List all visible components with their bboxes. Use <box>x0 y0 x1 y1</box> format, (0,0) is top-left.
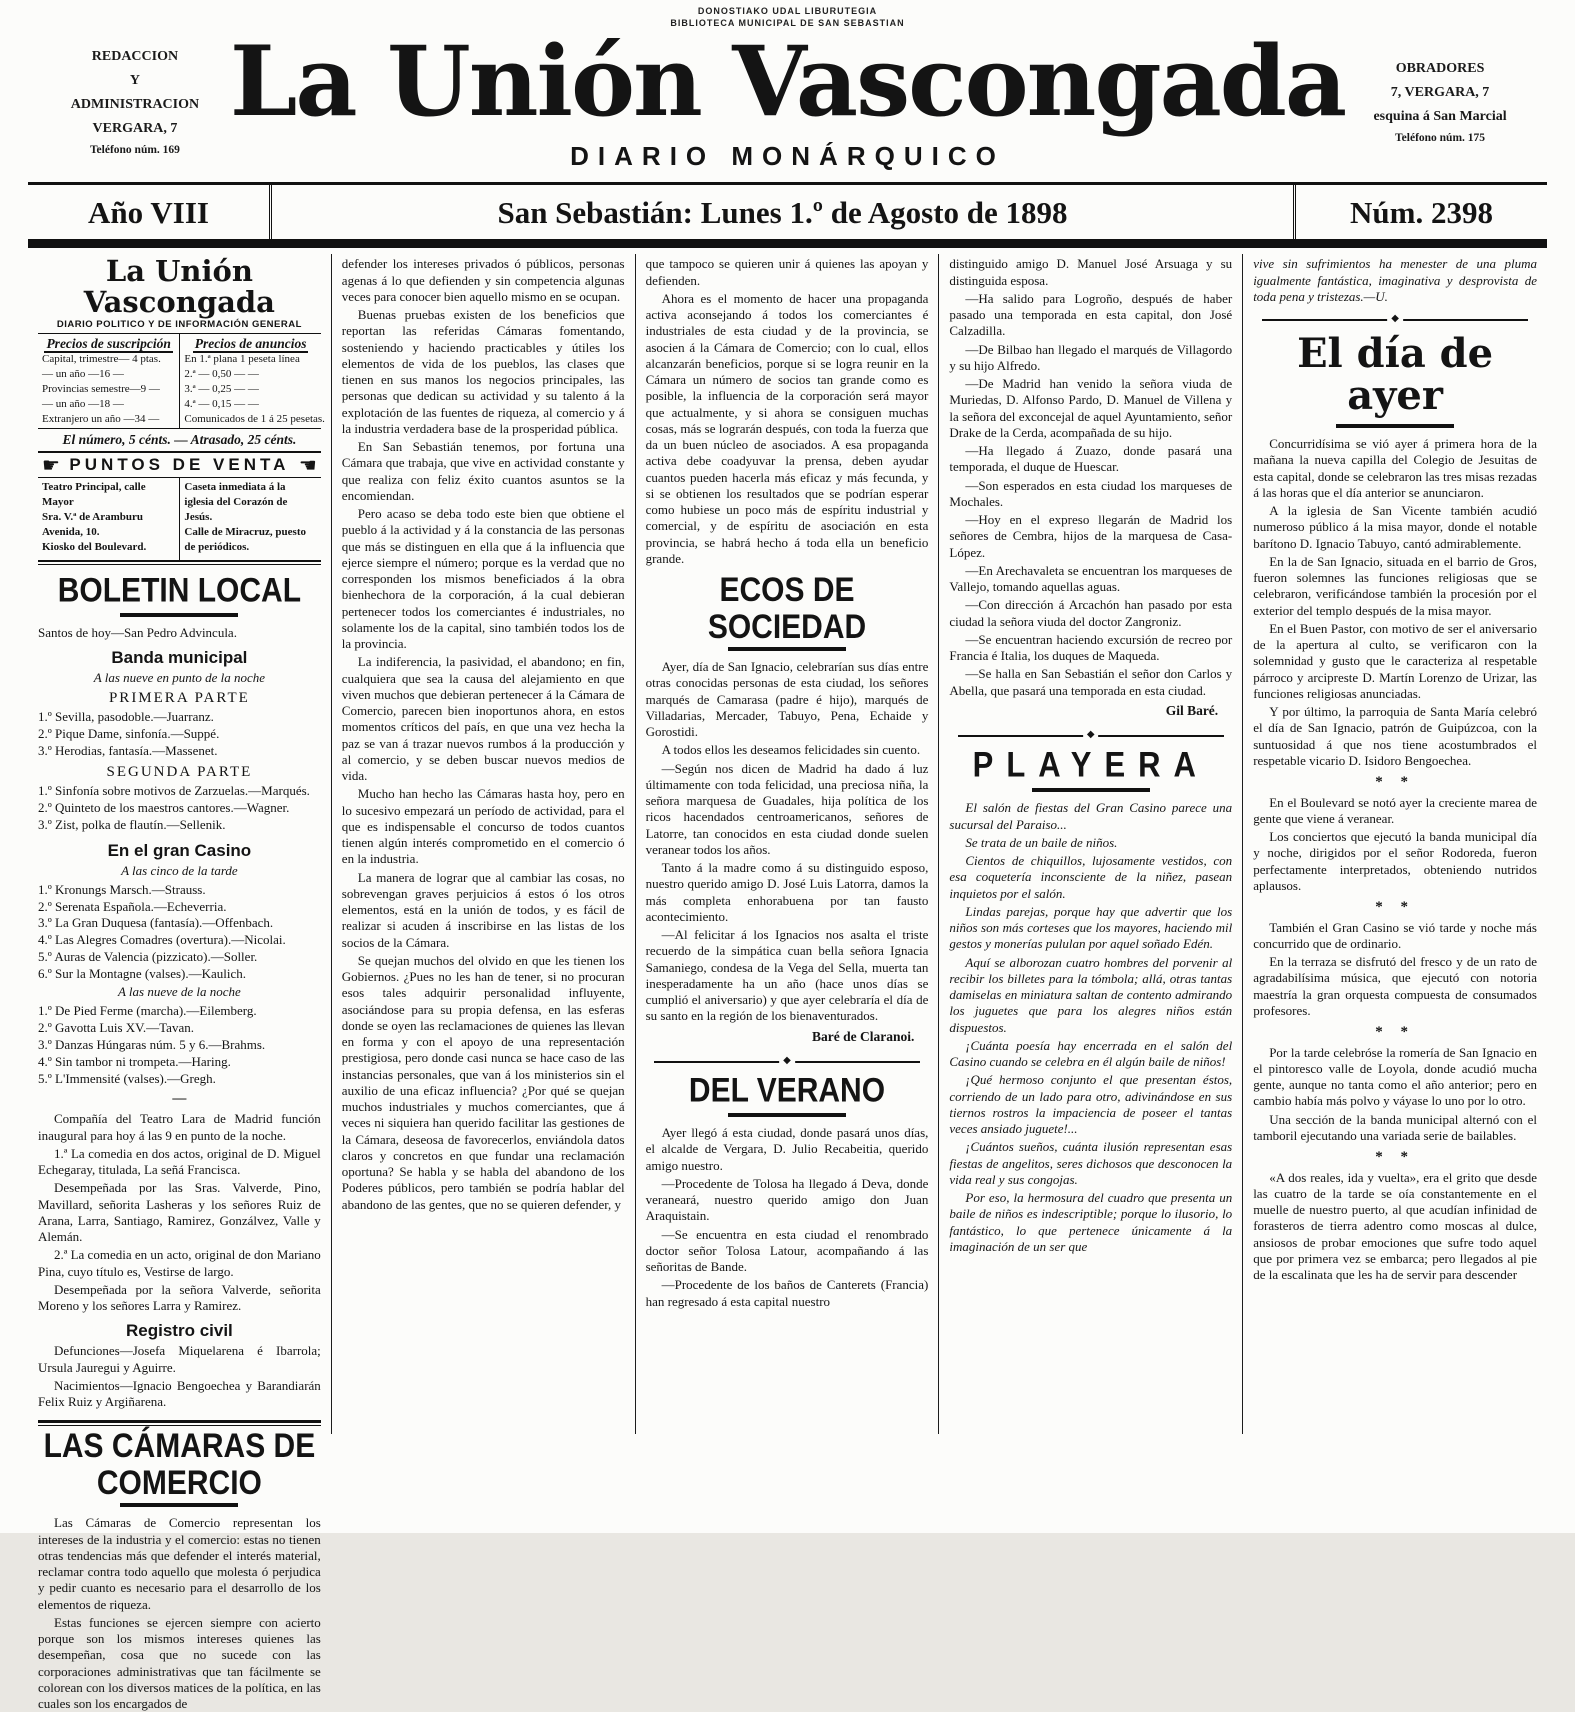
dateline <box>28 182 1547 248</box>
redaccion-address: VERGARA, 7 <box>92 120 178 136</box>
column-3 <box>636 254 940 1434</box>
paragraph: —Hoy en el expreso llegarán de Madrid los señores de Cembra, hijos de la marquesa de Casa-López. <box>949 512 1233 560</box>
section-headline-text: El día de ayer <box>1297 330 1494 420</box>
paragraph: 2.ª La comedia en un acto, original de don Mariano Pina, cuyo título es, Vestirse de largo. <box>38 1247 321 1279</box>
section-headline-text: DEL VERANO <box>688 1071 886 1109</box>
paragraph: Pero acaso se deba todo este bien que obtiene el pueblo á la actividad y á la constancia de las personas que más se distinguen en ella que á la influencia que ejerce siempre el número; porque es la verdad que no corresponden los mismos beneficiados á la obra bienhechora de la corporación, á la cual debieran pertenecer todos los comerciantes é industriales, no solamente los de la capital, sino también todos los de la provincia. <box>341 506 625 652</box>
masthead-right-block <box>1345 57 1535 148</box>
newspaper-subtitle: DIARIO MONÁRQUICO <box>570 141 1005 172</box>
infobox-price-columns <box>38 333 325 428</box>
sale-point-line: Caseta inmediata á la iglesia del Corazón de Jesús. <box>184 481 288 524</box>
paragraph: Concurridísima se vió ayer á primera hora de la mañana la nueva capilla del Colegio de Jesuitas de esta capital, donde se celebraron las tres misas rezadas á las horas que el día anterior se anunciaron. <box>1253 436 1537 500</box>
program-item: 2.º Quinteto de los maestros cantores.—Wagner. <box>38 799 290 815</box>
subscription-price-line: — un año —16 — <box>42 368 124 380</box>
program-item: 3.º Zist, polka de flautín.—Sellenik. <box>38 816 226 832</box>
program-item: 3.º Herodias, fantasía.—Massenet. <box>38 743 218 759</box>
redaccion-line: ADMINISTRACION <box>70 97 200 113</box>
paragraph: —Con dirección á Arcachón han pasado por esta ciudad la señora viuda del doctor Zangroniz. <box>949 597 1233 629</box>
paragraph: que tampoco se quieren unir á quienes las apoyan y defienden. <box>645 256 929 288</box>
paragraph: Se quejan muchos del olvido en que les tienen los Gobiernos. ¿Pues no les han de tener, si no procuran esos tales adquirir personalidad influyente, asociándose para su propia defensa, en las esferas donde se oyen las reclamaciones de quienes las llevan en forma y con el apoyo de una representación prestigiosa, pero donde casi nunca se hace caso de las instancias personales, que van á los ministerios sin el auxilio de una eficaz influencia? ¿Por qué se quejan muchos industriales y muchos comerciantes, que á veces ni siquiera han querido facilitar las gestiones de la Cámara, deseosa de favorecerlos, enviándola datos claros y concretos en que fundar una reclamación oportuna? Se habla y se habla del abandono de los Poderes públicos, pero también se podría hablar del abandono de las gentes, que no se quieren defender, y <box>341 952 625 1212</box>
ad-price-line: 4.ª — 0,15 — — <box>184 397 259 410</box>
subheadline: Banda municipal <box>111 648 248 668</box>
asterisk-separator: * * <box>1375 774 1415 791</box>
paragraph: defender los intereses privados ó públicos, personas agenas á lo que defienden y sin competencia algunas veces para conocer bien aquello mismo en se ocupan. <box>341 256 625 304</box>
sale-points-header <box>38 453 321 477</box>
asterisk-separator: * * <box>1375 899 1415 916</box>
part-heading: PRIMERA PARTE <box>108 690 250 707</box>
italic-paragraph: Lindas parejas, porque hay que advertir que los niños son más corteses que los mayores, haciendo mil gestos y monerías pululan por aquel soñado Edén. <box>949 903 1233 952</box>
paragraph: En el Buen Pastor, con motivo de ser el aniversario de la apertura al culto, se verificaron con la solemnidad y gusto que le caracteriza al respetable párroco y arcipreste D. Martín Lorenzo de Urizar, las funciones religiosas anunciadas. <box>1253 620 1537 701</box>
sale-point-line: Sra. V.ª de Aramburu Avenida, 10. <box>42 511 143 538</box>
headline-underline <box>1336 424 1454 428</box>
paragraph: distinguido amigo D. Manuel José Arsuaga y su distinguida esposa. <box>949 256 1233 288</box>
italic-paragraph: Se trata de un baile de niños. <box>965 834 1118 850</box>
italic-paragraph: Aquí se alborozan cuatro hombres del porvenir al recibir los billetes para la tómbola; allá, otras tantas damiselas en miniatura saltan de contento admirando los juguetes que para los alegres niños están dispuestos. <box>949 954 1233 1035</box>
paragraph: —Se encuentra en esta ciudad el renombrado doctor señor Tolosa Latour, acompañando á las señoritas de Bande. <box>645 1226 929 1275</box>
sale-points-title: PUNTOS DE VENTA <box>69 455 290 475</box>
section-headline-text: ECOS DE SOCIEDAD <box>707 571 867 646</box>
paragraph: Una sección de la banda municipal alternó con el tamboril ejecutando una variada serie de bailables. <box>1253 1111 1537 1143</box>
section-headline <box>949 744 1232 793</box>
section-headline <box>646 1071 929 1118</box>
program-item: 1.º De Pied Ferme (marcha).—Eilemberg. <box>38 1003 257 1019</box>
italic-paragraph: ¡Qué hermoso conjunto el que presentan éstos, corriendo de un lado para otro, adivinándose en sus tiernos rostros la impaciencia de poseer el tantas veces ansiado juguete!... <box>949 1072 1233 1137</box>
subheadline: En el gran Casino <box>107 840 252 860</box>
masthead-center <box>229 25 1346 172</box>
headline-underline <box>120 1503 238 1507</box>
sale-points-left <box>38 478 179 559</box>
pointing-hand-right-icon: ☛ <box>42 453 60 478</box>
paragraph: Desempeñada por las Sras. Valverde, Pino, Mavillard, señorita Lasheras y los señores Ruiz de Arana, Larra, Santiago, Ramirez, Gonzálvez, Valle y Alemán. <box>38 1180 321 1245</box>
paragraph: A todos ellos les deseamos felicidades sin cuento. <box>661 742 921 758</box>
program-item: 2.º Gavotta Luis XV.—Tavan. <box>38 1019 194 1035</box>
newspaper-title: La Unión Vascongada <box>229 25 1346 139</box>
paragraph: Ayer llegó á esta ciudad, donde pasará unos días, el alcalde de Vergara, D. Julio Recabeitia, querido amigo nuestro. <box>645 1125 929 1173</box>
program-item: 1.º Sevilla, pasodoble.—Juarranz. <box>38 709 214 725</box>
paragraph: —Procedente de Tolosa ha llegado á Deva, donde veraneará, nuestro querido amigo don Juan Araquistain. <box>645 1175 929 1224</box>
dateline-date: San Sebastián: Lunes 1.º de Agosto de 1898 <box>269 185 1296 239</box>
italic-paragraph: Cientos de chiquillos, lujosamente vestidos, con esa coquetería inconsciente de la niñez, pasean inquietos por el salón. <box>949 853 1233 901</box>
paragraph: Por la tarde celebróse la romería de San Ignacio en el pintoresco valle de Loyola, donde acudió mucha gente, aunque no tanta como el año anterior; pero en cambio había más polvo y váyase lo uno por lo otro. <box>1253 1044 1537 1109</box>
section-headline <box>38 1427 321 1507</box>
obradores-line: OBRADORES <box>1395 61 1485 77</box>
ornament-divider <box>958 735 1224 737</box>
masthead-left-block <box>40 45 230 160</box>
sale-point-line: Kiosko del Boulevard. <box>42 540 147 553</box>
headline-underline <box>728 647 846 651</box>
paragraph: En el Boulevard se notó ayer la creciente marea de gente que viene á veranear. <box>1253 794 1537 826</box>
section-headline <box>646 571 929 651</box>
subscription-info-box <box>38 254 325 564</box>
paragraph: Los conciertos que ejecutó la banda municipal día y noche, dirigidos por el señor Rodoreda, fueron perfectamente interpretados, obteniendo nutridos aplausos. <box>1253 829 1537 893</box>
program-item: 1.º Sinfonía sobre motivos de Zarzuelas.—Marqués. <box>38 783 310 799</box>
obradores-phone: Teléfono núm. 175 <box>1395 131 1486 144</box>
infobox-paper-subtitle: DIARIO POLITICO Y DE INFORMACIÓN GENERAL <box>56 319 302 331</box>
paragraph: En la de San Ignacio, situada en el barrio de Gros, fueron solemnes las funciones religiosas que se celebraron, verificándose también la procesión por el exterior del templo después de la misa mayor. <box>1253 553 1537 618</box>
sale-points-columns <box>38 477 321 561</box>
paragraph: —De Bilbao han llegado el marqués de Villagordo y su hijo Alfredo. <box>949 341 1233 373</box>
paragraph: 1.ª La comedia en dos actos, original de D. Miguel Echegaray, titulada, La señá Francisca. <box>38 1145 321 1178</box>
paragraph: Tanto á la madre como á su distinguido esposo, nuestro querido amigo D. José Luis Latorra, damos la más completa enhorabuena por tan fausto acontecimiento. <box>645 860 929 924</box>
paragraph: Las Cámaras de Comercio representan los intereses de la industria y el comercio: estas no tienen otras tendencias más que defender el interés material, reclamar contra todo aquello que molesta ó perjudica y pedir cuanto es necesario para el desarrollo de los elementos de riqueza. <box>38 1515 321 1612</box>
dash-separator: — <box>172 1091 187 1107</box>
paragraph: —Al felicitar á los Ignacios nos asalta el triste recuerdo de la simpática cuan bella señora Ignacia Samaniego, condesa de la Vega del Sella, muerta tan inesperadamente ha un año (hace unos días se cumplió el aniversario) y que ayer celebraría el día de su santo en la región de los bienaventurados. <box>645 927 929 1024</box>
program-item: 5.º Auras de Valencia (pizzicato).—Soller. <box>38 949 258 965</box>
column-rule <box>38 1420 321 1423</box>
pointing-hand-left-icon: ☚ <box>298 453 317 478</box>
headline-underline <box>120 613 238 617</box>
program-item: 3.º Danzas Húngaras núm. 5 y 6.—Brahms. <box>38 1036 266 1052</box>
ad-price-line: 2.ª — 0,50 — — <box>184 368 259 380</box>
paragraph: Estas funciones se ejercen siempre con acierto porque son los mismos intereses quienes las desempeñan, cosa que no sucede con las corporaciones administrativas que tan fácilmente se colorean con los diversos matices de la política, en las cuales son los encargados de <box>38 1614 321 1712</box>
schedule-note: A las nueve en punto de la noche <box>93 670 266 686</box>
italic-paragraph: Por eso, la hermosura del cuadro que presenta un baile de niños es indescriptible; porque lo ilusorio, lo fantástico, lo que pertenece únicamente á la imaginación de un ser que <box>949 1190 1233 1254</box>
subscription-price-line: Provincias semestre—9 — <box>42 382 160 395</box>
paragraph: «A dos reales, ida y vuelta», era el grito que desde las cuatro de la tarde se oía constantemente en el muelle de nuestro puerto, al que acudían infinidad de forasteros de tierra adentro como moscas al dulce, ansiosos de probar emociones que sufre todo aquel que por primera vez se embarca; pero llegados al pie de la escalinata que les ha de servir para descender <box>1253 1169 1537 1283</box>
column-5 <box>1243 254 1547 1434</box>
ad-price-line: En 1.ª plana 1 peseta línea <box>184 353 300 366</box>
ad-price-line: Comunicados de 1 á 25 pesetas. <box>184 412 325 425</box>
paragraph: Compañía del Teatro Lara de Madrid función inaugural para hoy á las 9 en punto de la noche. <box>38 1111 321 1143</box>
issue-price-line: El número, 5 cénts. — Atrasado, 25 cénts. <box>38 428 321 451</box>
paragraph: La indiferencia, la pasividad, el abandono; en fin, cualquiera que sea la causa del alejamiento en que viven muchos que debieran pertenecer á la Cámara de Comercio, parecen bien inoportunos ahora, en estos momentos críticos del país, en que una vez hecha la paz se van á trazar nuevos rumbos á la producción y al comercio, y se deben buscar nuevos medios de vida. <box>341 654 625 784</box>
subscription-price-line: Extranjero un año —34 — <box>42 412 160 425</box>
paragraph: —En Arechavaleta se encuentran los marqueses de Vallejo, tomando aquellas aguas. <box>949 562 1233 595</box>
column-area <box>28 254 1547 1712</box>
paragraph: —De Madrid han venido la señora viuda de Muriedas, D. Alfonso Pardo, D. Manuel de Villena y la señora del exconcejal de aquel Ayuntamiento, señor Drake de la Cerda, acompañada de su hijo. <box>949 376 1233 440</box>
ornament-divider <box>1262 319 1529 321</box>
paragraph: —Se halla en San Sebastián el señor don Carlos y Abella, que pasará una temporada en esta ciudad. <box>949 666 1233 698</box>
ad-prices <box>179 334 325 428</box>
sale-point-line: Calle de Miracruz, puesto de periódicos. <box>184 525 306 553</box>
italic-paragraph: El salón de fiestas del Gran Casino parece una sucursal del Paraiso... <box>949 800 1233 832</box>
sale-point-line: Teatro Principal, calle Mayor <box>42 481 146 509</box>
subheadline: Registro civil <box>126 1321 233 1341</box>
subscription-prices-title-text: Precios de suscripción <box>46 336 171 352</box>
redaccion-phone: Teléfono núm. 169 <box>89 143 180 156</box>
section-headline <box>1253 330 1537 428</box>
paragraph: Buenas pruebas existen de los beneficios que reportan las referidas Cámaras fomentando, sosteniendo y haciendo practicables y útiles los elementos de vida de los pueblos, las clases que tienen en sus manos los negocios principales, las personas que dedican su actividad y su talento á la explotación de las fuentes de riqueza, al comercio y á la industria verdadera base de la prosperidad pública. <box>341 307 625 436</box>
program-item: 6.º Sur la Montagne (valses).—Kaulich. <box>38 966 247 982</box>
italic-paragraph: ¡Cuántos sueños, cuánta ilusión representan esas fiestas de angelitos, seres dichosos que desconocen la vida real y sus congojas. <box>949 1139 1233 1187</box>
italic-paragraph: vive sin sufrimientos ha menester de una pluma igualmente fantástica, imaginativa y desprovista de toda pena y tristezas.—U. <box>1253 256 1537 304</box>
signature: Gil Baré. <box>1165 702 1219 718</box>
paragraph: Santos de hoy—San Pedro Advincula. <box>38 625 237 641</box>
paragraph: Nacimientos—Ignacio Bengoechea y Barandiarán Felix Ruiz y Argiñarena. <box>38 1377 321 1410</box>
paragraph: La manera de lograr que al cambiar las cosas, no sobrevengan graves perjuicios á estos ó los otros elementos, está en la unión de todos, y es fácil de realizar si acuden á inscribirse en las listas de los socios de la Cámara. <box>341 869 625 950</box>
stamp-line-2: BIBLIOTECA MUNICIPAL DE SAN SEBASTIAN <box>670 17 905 28</box>
ad-prices-title-text: Precios de anuncios <box>194 336 307 352</box>
redaccion-line: Y <box>129 73 140 89</box>
italic-paragraph: ¡Cuánta poesía hay encerrada en el salón del Casino cuando se celebra en él algún baile de niños! <box>949 1037 1233 1070</box>
dateline-year: Año VIII <box>88 195 209 231</box>
paragraph: —Ha llegado á Zuazo, donde pasará una temporada, el duque de Huescar. <box>949 443 1233 475</box>
ornament-divider <box>654 1061 920 1063</box>
paragraph: —Según nos dicen de Madrid ha dado á luz últimamente con toda felicidad, una preciosa niña, la señora marquesa de Guadales, hija política de los ricos hacendados centroamericanos, señores de Latorre, tan conocidos en esta ciudad donde suelen veranear todos los años. <box>645 760 929 857</box>
subscription-prices-title <box>42 336 175 352</box>
headline-underline <box>1032 788 1150 792</box>
section-headline-text: PLAYERA <box>972 744 1209 785</box>
section-headline <box>38 571 321 618</box>
column-2 <box>332 254 636 1434</box>
paragraph: Y por último, la parroquia de Santa María celebró el día de San Ignacio, patrón de Guipúzcoa, con la suntuosidad á que nos tiene acostumbrados el respetable vicario D. Isidoro Bengoechea. <box>1253 704 1537 768</box>
subscription-price-line: — un año —18 — <box>42 397 124 410</box>
paragraph: A la iglesia de San Vicente también acudió numeroso público á la misa mayor, donde el notable barítono D. Ignacio Tabuyo, cantó admirablemente. <box>1253 503 1537 551</box>
signature: Baré de Claranoi. <box>812 1028 915 1044</box>
masthead <box>0 25 1575 172</box>
program-item: 2.º Serenata Española.—Echeverria. <box>38 898 227 914</box>
headline-underline <box>728 1113 846 1117</box>
paragraph: Desempeñada por la señora Valverde, señorita Moreno y los señores Larra y Ramirez. <box>38 1281 321 1314</box>
stamp-line-1: DONOSTIAKO UDAL LIBURUTEGIA <box>697 6 878 16</box>
program-item: 5.º L'Immensité (valses).—Gregh. <box>38 1070 216 1086</box>
program-item: 1.º Kronungs Marsch.—Strauss. <box>38 881 206 897</box>
program-item: 4.º Sin tambor ni trompeta.—Haring. <box>38 1053 231 1069</box>
paragraph: También el Gran Casino se vió tarde y noche más concurrido que de ordinario. <box>1253 919 1537 951</box>
program-item: 3.º La Gran Duquesa (fantasía).—Offenbach. <box>38 915 274 931</box>
paragraph: Defunciones—Josefa Miquelarena é Ibarrola; Ursula Jauregui y Aguirre. <box>38 1343 321 1375</box>
paragraph: —Procedente de los baños de Canterets (Francia) han regresado á esta capital nuestro <box>645 1277 929 1309</box>
dateline-number: Núm. 2398 <box>1350 195 1493 231</box>
ad-prices-title <box>184 336 316 352</box>
section-headline-text: LAS CÁMARAS DE COMERCIO <box>43 1427 316 1502</box>
redaccion-line: REDACCION <box>91 49 179 65</box>
paragraph: En la terraza se disfrutó del fresco y de un rato de agradabilísima música, que ejecutó con notoria maestría la gran orquesta compuesta de consumados profesores. <box>1253 954 1537 1018</box>
asterisk-separator: * * <box>1375 1024 1415 1041</box>
column-1 <box>28 254 332 1712</box>
part-heading: SEGUNDA PARTE <box>106 764 253 781</box>
obradores-address: 7, VERGARA, 7 <box>1390 85 1490 101</box>
ad-price-line: 3.ª — 0,25 — — <box>184 382 259 395</box>
paragraph: —Se encuentran haciendo excursión de recreo por Francia é Italia, los duques de Maqueda. <box>949 631 1233 664</box>
schedule-note: A las cinco de la tarde <box>121 862 238 878</box>
column-4 <box>939 254 1243 1434</box>
infobox-paper-title: La Unión Vascongada <box>83 254 275 319</box>
program-item: 4.º Las Alegres Comadres (overtura).—Nicolai. <box>38 932 286 948</box>
paragraph: En San Sebastián tenemos, por fortuna una Cámara que trabaja, que vive en actividad constante y que realiza con feliz éxito cuantos asuntos se la encomiendan. <box>341 439 625 503</box>
paragraph: Ayer, día de San Ignacio, celebrarían sus días entre otras conocidas personas de esta ciudad, los señores marqués de Camarasa (padre é hijo), marqués de Villadarias, Mercader, Tabuyo, Pena, Echaide y Gorostidi. <box>645 659 929 740</box>
program-item: 2.º Pique Dame, sinfonía.—Suppé. <box>38 726 220 742</box>
subscription-price-line: Capital, trimestre— 4 ptas. <box>42 353 161 366</box>
sale-points-right <box>179 478 320 559</box>
sale-points <box>38 451 321 561</box>
subscription-prices <box>38 334 179 428</box>
schedule-note: A las nueve de la noche <box>117 984 241 1000</box>
paragraph: —Son esperados en esta ciudad los marqueses de Mochales. <box>949 477 1233 509</box>
paragraph: —Ha salido para Logroño, después de haber pasado una temporada en esta capital, don José Calzadilla. <box>949 290 1233 339</box>
section-headline-text: BOLETIN LOCAL <box>57 571 302 610</box>
obradores-corner: esquina á San Marcial <box>1373 108 1507 124</box>
asterisk-separator: * * <box>1375 1149 1415 1166</box>
paragraph: Ahora es el momento de hacer una propaganda activa aconsejando á todos los comerciantes é industriales de esta ciudad y de la provincia, se asocien á la Cámara de Comercio; con lo cual, ellos alcanzarán beneficios, porque si se logra reunir en la Cámara un número de socios tan grande como es posible, la influencia de la corporación será mayor que actualmente, y si ahora se consiguen muchas cosas, más se lograrán después, con toda la fuerza que da un buen núcleo de asociados. A esa propaganda activa debe coadyuvar la prensa, deben ayudar cuantos pueden hacerla más eficaz y más fecunda, y si se obtienen los resultados que se podrían esperar como hubiese un poco más de espíritu industrial y comercial, y de espíritu de asociación en esta provincia, se habrá hecho á toda ella un beneficio grande. <box>645 290 929 566</box>
paragraph: Mucho han hecho las Cámaras hasta hoy, pero en lo sucesivo empezará un período de actividad, para el que es indispensable el concurso de todos cuantos tienen algún interés comprometido en el comercio ó en la industria. <box>341 786 625 867</box>
